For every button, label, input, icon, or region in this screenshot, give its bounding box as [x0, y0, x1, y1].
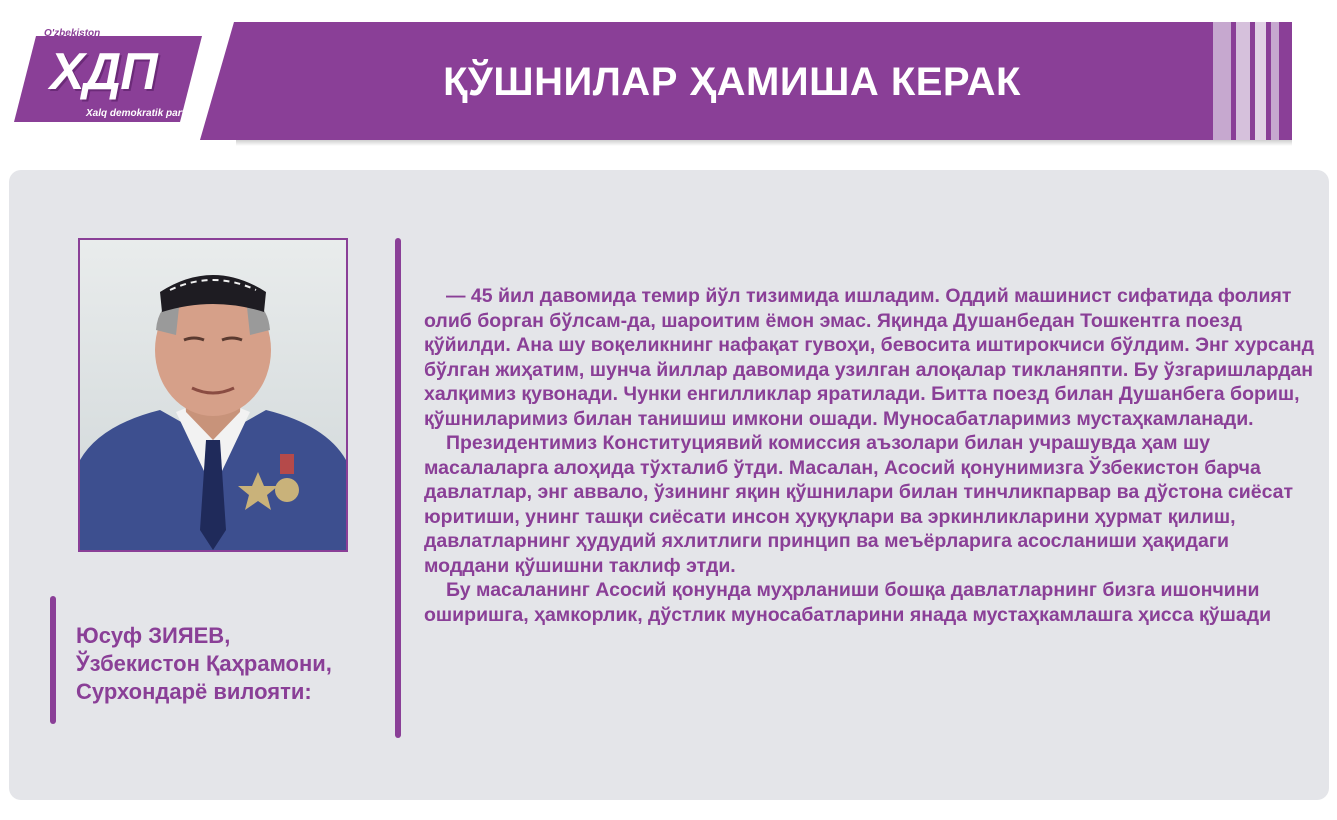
logo-mark: ХДП: [50, 43, 157, 101]
banner-stripe: [1271, 22, 1279, 140]
banner-stripe: [1255, 22, 1266, 140]
party-logo: [14, 24, 210, 124]
banner-shadow: [236, 140, 1292, 146]
logo-subtitle: Xalq demokratik partiyasi: [86, 108, 208, 119]
article-paragraph: Бу масаланинг Асосий қонунда муҳрланиши бошқа давлатларнинг бизга ишончини оширишга, ҳамкорлик, дўстлик муносабатларини янада мустаҳкамлашга ҳисса қўшади: [424, 579, 1272, 626]
logo-country-text: O'zbekiston: [44, 28, 101, 39]
page-title: ҚЎШНИЛАР ҲАМИША КЕРАК: [443, 60, 1021, 104]
article-paragraph: — 45 йил давомида темир йўл тизимида ишладим. Оддий машинист сифатида фолият олиб борган бўлсам-да, шароитим ёмон эмас. Яқинда Душанбедан Тошкентга поезд қўйилди. Ана шу воқеликнинг нафақат гувоҳи, бевосита иштирокчиси бўлдим. Энг хурсанд бўлган жиҳатим, шунча йиллар давомида узилган алоқалар тикланяпти. Бу ўзгаришлардан халқимиз қувонади. Чунки енгилликлар яратилади. Битта поезд билан Душанбега бориш, қўшниларимиз билан танишиш имкони ошади. Муносабатларимиз мустаҳкамланади.: [424, 285, 1314, 430]
article-text: [424, 284, 1314, 627]
divider-line: [395, 238, 401, 738]
article-paragraph: Президентимиз Конституциявий комиссия аъзолари билан учрашувда ҳам шу масалаларга алоҳида тўхталиб ўтди. Масалан, Асосий қонунимизга Ўзбекистон барча давлатлар, энг аввало, ўзининг яқин қўшнилари билан тинчликпарвар ва дўстона сиёсат юритиши, унинг ташқи сиёсати инсон ҳуқуқлари ва эркинликларини ҳурмат қилиш, давлатларнинг ҳудудий яхлитлиги принцип ва меъёрларига асосланиши ҳақидаги моддани қўшишни таклиф этди.: [424, 432, 1294, 577]
speaker-caption: [76, 622, 332, 706]
banner-stripe: [1236, 22, 1250, 140]
speaker-name: Юсуф ЗИЯЕВ,: [76, 623, 231, 648]
speaker-portrait: [78, 238, 348, 552]
caption-accent-line: [50, 596, 56, 724]
speaker-region: Сурхондарё вилояти:: [76, 679, 312, 704]
speaker-title: Ўзбекистон Қаҳрамони,: [76, 651, 332, 676]
